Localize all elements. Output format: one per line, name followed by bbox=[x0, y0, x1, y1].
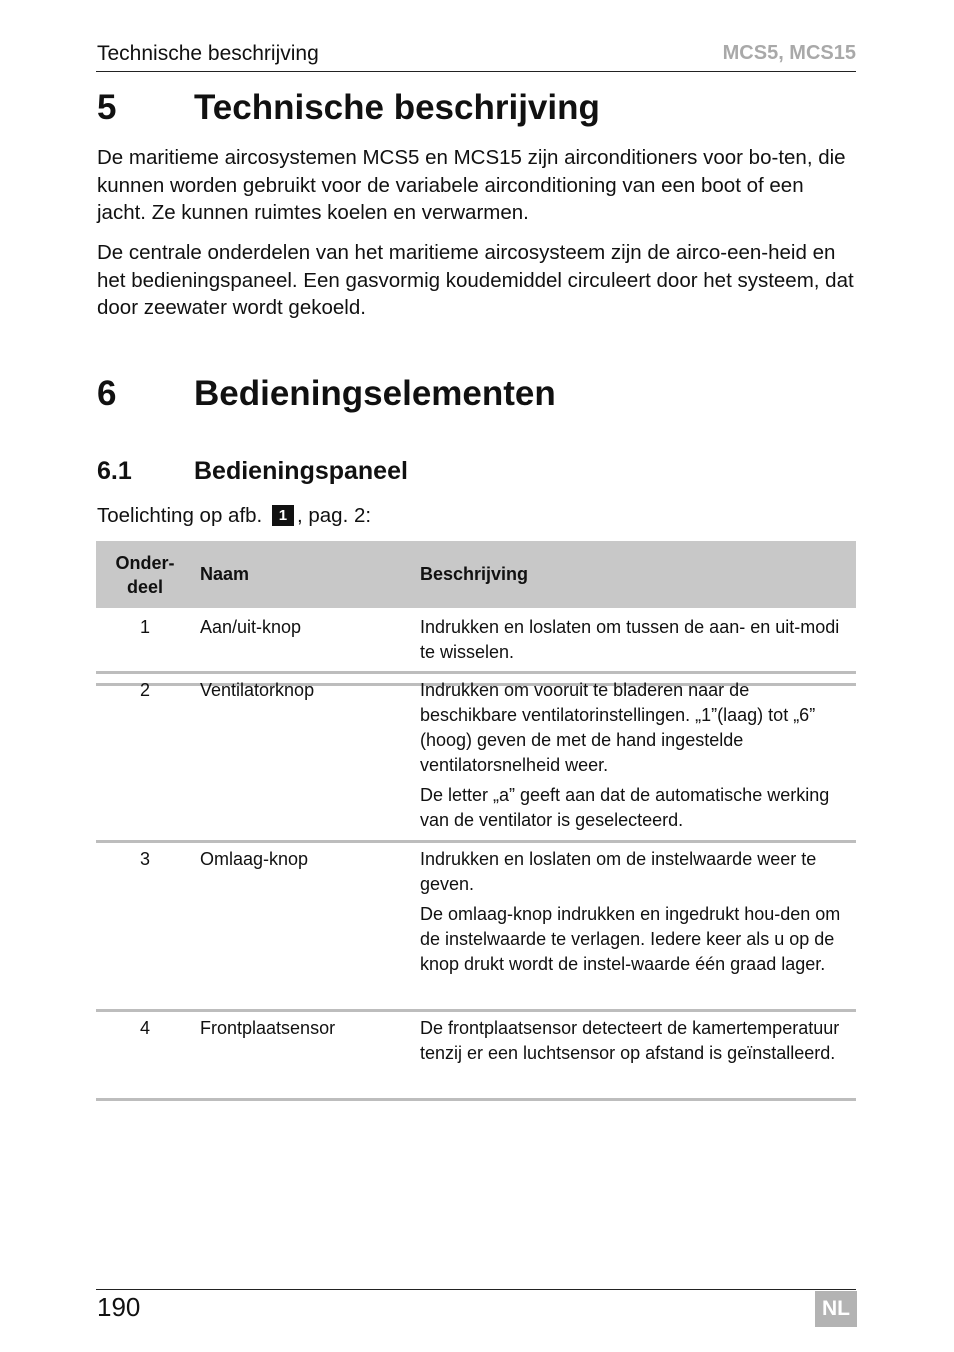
page-number: 190 bbox=[97, 1292, 141, 1322]
section-6-heading bbox=[97, 374, 556, 414]
section-5-number: 5 bbox=[97, 88, 117, 127]
row-name: Frontplaatsensor bbox=[200, 1018, 336, 1038]
table-row bbox=[96, 843, 856, 1012]
row-part-number: 1 bbox=[139, 617, 150, 637]
figure-number-badge: 1 bbox=[272, 505, 294, 526]
row-description bbox=[420, 847, 856, 1009]
header-section-title: Technische beschrijving bbox=[97, 42, 319, 65]
section-5-paragraph-1: De maritieme aircosystemen MCS5 en MCS15 zijn airconditioners voor bo-ten, die kunnen worden gebruikt voor de variabele airconditioning van een boot of een jacht. Ze kunnen ruimtes koelen en verwarmen. bbox=[97, 146, 846, 224]
row-description bbox=[420, 1016, 856, 1098]
row-name: Ventilatorknop bbox=[200, 680, 315, 700]
row-part-number: 2 bbox=[139, 680, 150, 700]
row-description-paragraph: Indrukken en loslaten om tussen de aan- en uit-modi te wisselen. bbox=[420, 617, 840, 662]
column-header-name: Naam bbox=[200, 564, 250, 584]
table-header-row bbox=[96, 541, 856, 608]
figure-reference bbox=[97, 504, 371, 528]
footer-divider bbox=[96, 1289, 856, 1290]
section-6-title: Bedieningselementen bbox=[194, 374, 556, 413]
section-6-1-number: 6.1 bbox=[97, 457, 132, 485]
controls-table-body bbox=[96, 608, 856, 1101]
column-header-description: Beschrijving bbox=[420, 564, 529, 584]
row-part-number: 3 bbox=[139, 849, 150, 869]
header-model-names: MCS5, MCS15 bbox=[722, 42, 856, 64]
table-row bbox=[96, 674, 856, 843]
row-description-paragraph: Indrukken om vooruit te bladeren naar de beschikbare ventilatorinstellingen. „1”(laag) tot „6” (hoog) geven de met de hand ingestelde ventilatorsnelheid weer. bbox=[420, 680, 816, 775]
table-row bbox=[96, 1012, 856, 1101]
section-6-number: 6 bbox=[97, 374, 117, 413]
row-name: Aan/uit-knop bbox=[200, 617, 302, 637]
section-5-heading bbox=[97, 88, 600, 128]
row-name: Omlaag-knop bbox=[200, 849, 309, 869]
figure-reference-text: Toelichting op afb. bbox=[97, 504, 263, 527]
row-description bbox=[420, 615, 856, 671]
row-description bbox=[420, 678, 856, 840]
row-description-paragraph: Indrukken en loslaten om de instelwaarde weer te geven. bbox=[420, 849, 817, 894]
section-5-title: Technische beschrijving bbox=[194, 88, 600, 127]
section-6-1-title: Bedieningspaneel bbox=[194, 457, 408, 485]
column-header-part: Onder- deel bbox=[115, 552, 175, 597]
row-part-number: 4 bbox=[139, 1018, 150, 1038]
section-6-1-heading bbox=[97, 457, 408, 486]
row-description-paragraph: De letter „a” geeft aan dat de automatische werking van de ventilator is geselecteerd. bbox=[420, 785, 830, 830]
row-description-paragraph: De omlaag-knop indrukken en ingedrukt hou-den om de instelwaarde te verlagen. Iedere keer als u op de knop drukt wordt de instel-waarde één graad lager. bbox=[420, 904, 841, 974]
language-badge: NL bbox=[815, 1291, 857, 1327]
row-description-paragraph: De frontplaatsensor detecteert de kamertemperatuur tenzij er een luchtsensor op afstand is geïnstalleerd. bbox=[420, 1018, 840, 1063]
section-5-paragraph-2: De centrale onderdelen van het maritieme aircosysteem zijn de airco-een-heid en het bedieningspaneel. Een gasvormig koudemiddel circuleert door het systeem, dat door zeewater wordt gekoeld. bbox=[97, 241, 854, 319]
header-divider bbox=[96, 71, 856, 72]
figure-reference-page: , pag. 2: bbox=[296, 504, 372, 527]
table-row bbox=[96, 608, 856, 674]
